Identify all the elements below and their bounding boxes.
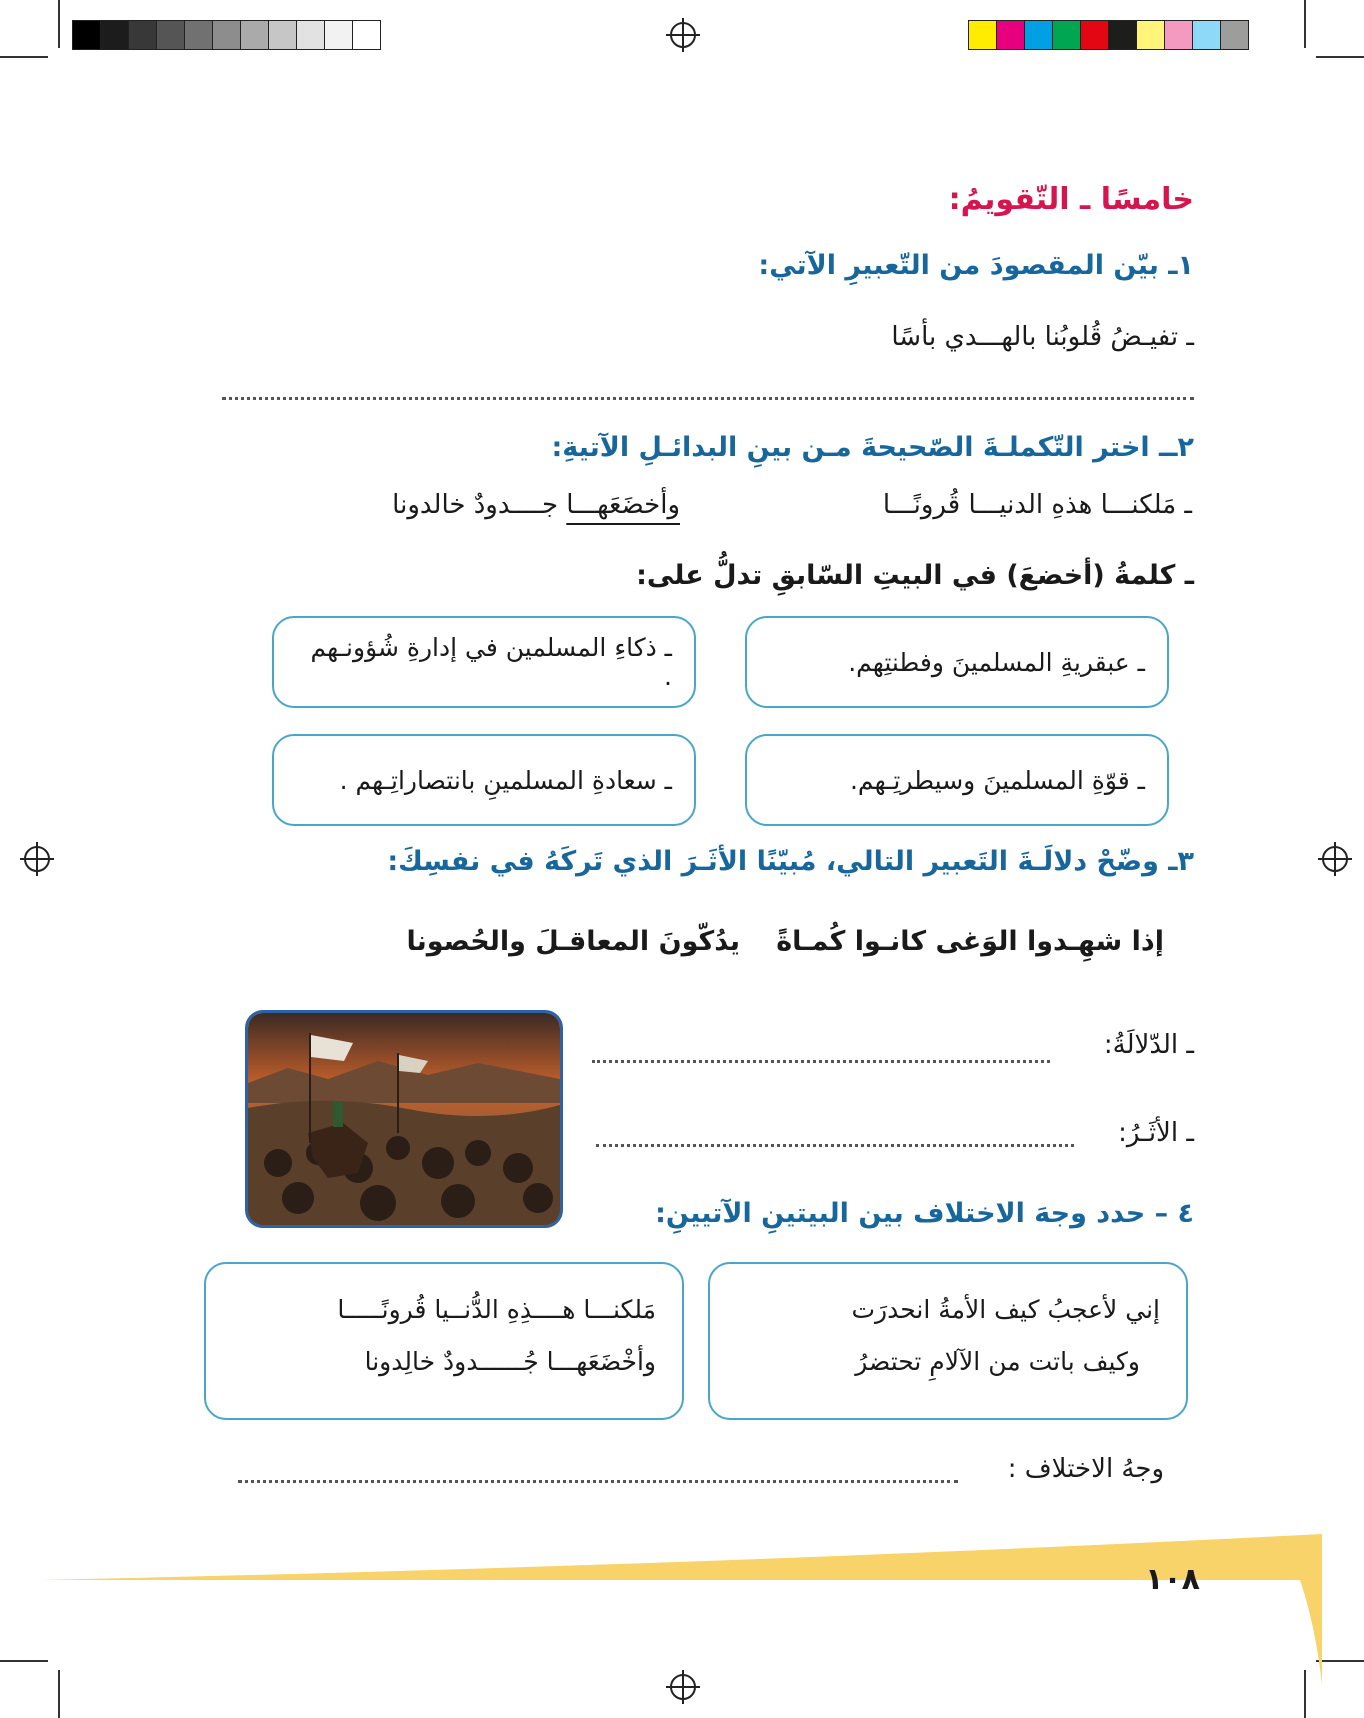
poem-line: إني لأعجبُ كيف الأمةُ انحدرَت	[851, 1295, 1160, 1324]
difference-answer-line[interactable]	[238, 1480, 958, 1483]
section-heading: خامسًا ـ التّقويمُ:	[948, 182, 1194, 217]
color-calibration-bar	[968, 20, 1249, 50]
question-3-verse-second: يدُكّونَ المعاقـلَ والحُصونا	[406, 926, 740, 957]
question-2-verse-second	[300, 490, 680, 520]
poem-line: وأخْضَعَهـــا جُــــــدودٌ خالِدونا	[364, 1347, 656, 1376]
crop-mark	[1316, 56, 1364, 58]
meaning-answer-line[interactable]	[592, 1060, 1050, 1063]
effect-label: ـ الأثَـرُ:	[1118, 1118, 1194, 1148]
question-1-label: ١ـ بيّن المقصودَ من التّعبيرِ الآتي:	[758, 250, 1194, 281]
battle-scene-image	[248, 1013, 560, 1225]
answer-line[interactable]	[222, 397, 1194, 400]
question-2-label: ٢ــ اختر التّكملـةَ الصّحيحةَ مـن بينِ البدائـلِ الآتيةِ:	[551, 432, 1194, 463]
option-a[interactable]: ـ عبقريةِ المسلمينَ وفطنتِهم.	[745, 616, 1169, 708]
difference-label: وجهُ الاختلاف :	[1007, 1454, 1164, 1484]
underlined-word: وأخضَعَهـــا	[566, 490, 680, 520]
registration-mark-icon	[1322, 846, 1348, 872]
poem-box-left	[204, 1262, 684, 1420]
crop-mark	[58, 0, 60, 48]
poem-box-right	[708, 1262, 1188, 1420]
meaning-label: ـ الدّلالَةُ:	[1103, 1030, 1194, 1060]
crop-mark	[0, 56, 48, 58]
option-d[interactable]: ـ سعادةِ المسلمينِ بانتصاراتِـهم .	[272, 734, 696, 826]
poem-line: مَلكنـــا هــــذِهِ الدُّنــيا قُرونًـــــا	[337, 1295, 656, 1324]
registration-mark-icon	[24, 846, 50, 872]
crop-mark	[1304, 0, 1306, 48]
option-b[interactable]: ـ ذكاءِ المسلمين في إدارةِ شُؤونـهم .	[272, 616, 696, 708]
question-2-prompt: ـ كلمةُ (أخضعَ) في البيتِ السّابقِ تدلُّ على:	[636, 560, 1194, 591]
question-3-verse-first: إذا شهِـدوا الوَغى كانـوا كُمـاةً	[776, 926, 1164, 957]
battle-illustration	[245, 1010, 563, 1228]
question-2-verse-first: ـ مَلكنـــا هذهِ الدنيـــا قُرونًـــا	[882, 490, 1192, 520]
grayscale-calibration-bar	[72, 20, 381, 50]
poem-line: وكيف باتت من الآلامِ تحتضرُ	[855, 1347, 1140, 1376]
page-number: ١٠٨	[1145, 1562, 1200, 1597]
question-4-label: ٤ – حدد وجهَ الاختلاف بين البيتينِ الآتيينِ:	[655, 1198, 1194, 1229]
registration-mark-icon	[670, 22, 696, 48]
question-1-phrase: ـ تفيـضُ قُلوبُنا بالهـــدي بأسًا	[891, 322, 1194, 352]
option-c[interactable]: ـ قوّةِ المسلمينَ وسيطرتِـهم.	[745, 734, 1169, 826]
verse-remainder: جــــدودٌ خالدونا	[392, 490, 567, 520]
effect-answer-line[interactable]	[596, 1144, 1074, 1147]
question-3-label: ٣ـ وضّحْ دلالَـةَ التَعبير التالي، مُبيّنًا الأثَـرَ الذي تَركَهُ في نفسِكَ:	[387, 846, 1194, 877]
footer-accent-band	[0, 1534, 1364, 1684]
